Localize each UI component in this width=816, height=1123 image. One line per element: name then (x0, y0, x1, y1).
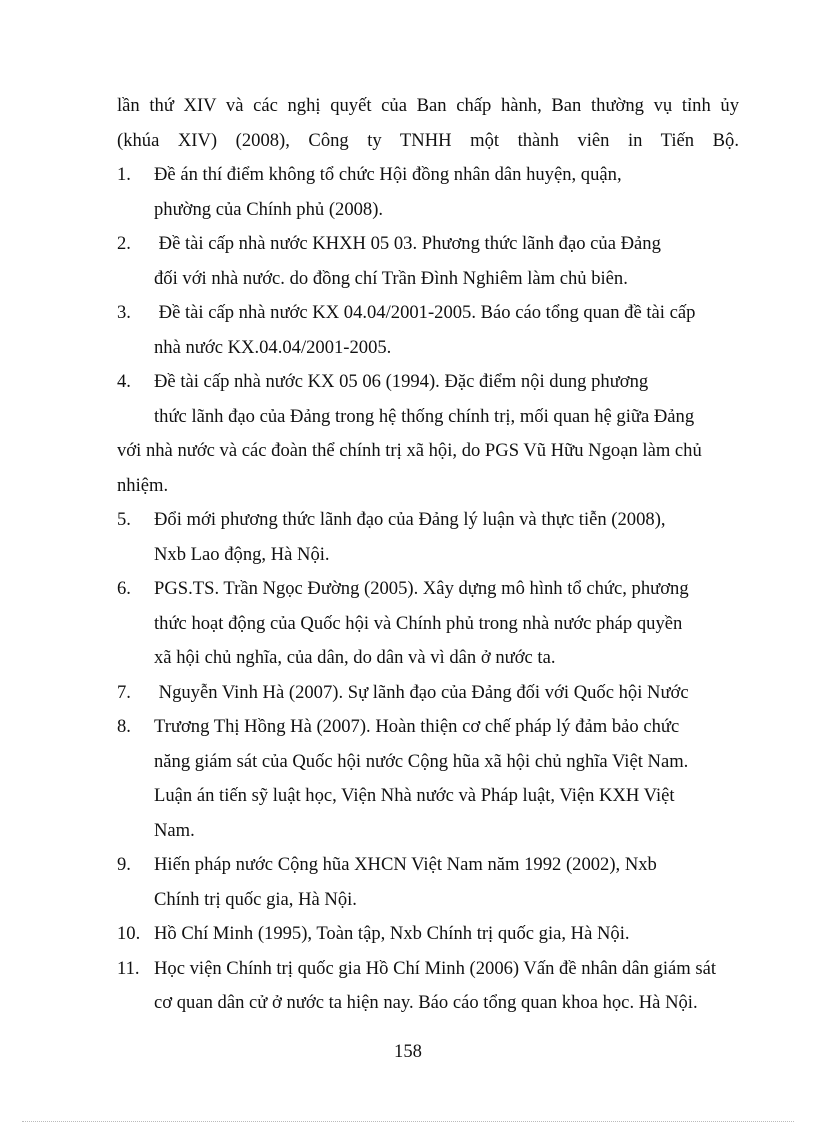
reference-text: Hiến pháp nước Cộng hũa XHCN Việt Nam năm 1992 (2002), Nxb (154, 854, 657, 875)
reference-item (117, 952, 739, 987)
reference-text: Đề án thí điểm không tổ chức Hội đồng nhân dân huyện, quận, (154, 164, 622, 185)
reference-text: Học viện Chính trị quốc gia Hồ Chí Minh (2006) Vấn đề nhân dân giám sát (154, 957, 717, 979)
reference-continuation: đối với nhà nước. do đồng chí Trần Đình Nghiêm làm chủ biên. (154, 267, 628, 289)
reference-item (117, 365, 739, 400)
reference-item (117, 296, 739, 331)
reference-number: 1. (117, 164, 131, 185)
reference-text: Đề tài cấp nhà nước KX 05 06 (1994). Đặc điểm nội dung phương (154, 371, 649, 392)
reference-continuation: năng giám sát của Quốc hội nước Cộng hũa xã hội chủ nghĩa Việt Nam. (154, 750, 689, 772)
reference-continuation: nhiệm. (117, 474, 169, 496)
intro-line: (khúa XIV) (2008), Công ty TNHH một thành viên in Tiến Bộ. (117, 129, 739, 151)
reference-continuation: Chính trị quốc gia, Hà Nội. (154, 888, 357, 910)
reference-continuation: Luận án tiến sỹ luật học, Viện Nhà nước và Pháp luật, Viện KXH Việt (154, 785, 675, 806)
reference-number: 5. (117, 509, 131, 530)
reference-continuation: Nam. (154, 819, 195, 841)
reference-continuation: xã hội chủ nghĩa, của dân, do dân và vì dân ở nước ta. (154, 647, 556, 668)
reference-number: 10. (117, 923, 141, 944)
reference-number: 7. (117, 681, 131, 703)
reference-item (117, 917, 739, 952)
page-number: 158 (394, 1041, 422, 1062)
reference-text: Nguyễn Vinh Hà (2007). Sự lãnh đạo của Đảng đối với Quốc hội Nước (154, 681, 689, 703)
reference-text: Đổi mới phương thức lãnh đạo của Đảng lý luận và thực tiễn (2008), (154, 509, 666, 530)
reference-continuation: với nhà nước và các đoàn thể chính trị xã hội, do PGS Vũ Hữu Ngoạn làm chủ (117, 440, 702, 461)
reference-continuation: thức lãnh đạo của Đảng trong hệ thống chính trị, mối quan hệ giữa Đảng (154, 405, 695, 427)
reference-continuation: nhà nước KX.04.04/2001-2005. (154, 336, 392, 358)
reference-number: 9. (117, 854, 131, 875)
intro-line: lần thứ XIV và các nghị quyết của Ban chấp hành, Ban thường vụ tỉnh ủy (117, 95, 739, 116)
reference-number: 6. (117, 578, 131, 599)
reference-number: 11. (117, 957, 140, 979)
page-bottom-divider (22, 1121, 794, 1122)
reference-item (117, 710, 739, 745)
reference-number: 8. (117, 716, 131, 737)
reference-continuation: Nxb Lao động, Hà Nội. (154, 543, 330, 565)
reference-item (117, 676, 739, 711)
reference-item (117, 503, 739, 538)
reference-continuation: cơ quan dân cử ở nước ta hiện nay. Báo cáo tổng quan khoa học. Hà Nội. (154, 992, 698, 1013)
reference-text: Đề tài cấp nhà nước KX 04.04/2001-2005. Báo cáo tổng quan đề tài cấp (154, 302, 696, 323)
reference-item (117, 848, 739, 883)
reference-continuation: phường của Chính phủ (2008). (154, 198, 384, 220)
reference-text: Đề tài cấp nhà nước KHXH 05 03. Phương thức lãnh đạo của Đảng (154, 233, 661, 254)
reference-text: PGS.TS. Trần Ngọc Đường (2005). Xây dựng mô hình tổ chức, phương (154, 578, 689, 599)
reference-text: Hồ Chí Minh (1995), Toàn tập, Nxb Chính trị quốc gia, Hà Nội. (154, 923, 630, 944)
reference-continuation: thức hoạt động của Quốc hội và Chính phủ trong nhà nước pháp quyền (154, 612, 683, 634)
reference-number: 2. (117, 233, 131, 254)
reference-item (117, 158, 739, 193)
reference-number: 4. (117, 371, 131, 392)
reference-number: 3. (117, 302, 131, 323)
reference-item (117, 227, 739, 262)
references-body (117, 89, 739, 1021)
reference-item (117, 572, 739, 607)
reference-text: Trương Thị Hồng Hà (2007). Hoàn thiện cơ chế pháp lý đảm bảo chức (154, 716, 680, 737)
